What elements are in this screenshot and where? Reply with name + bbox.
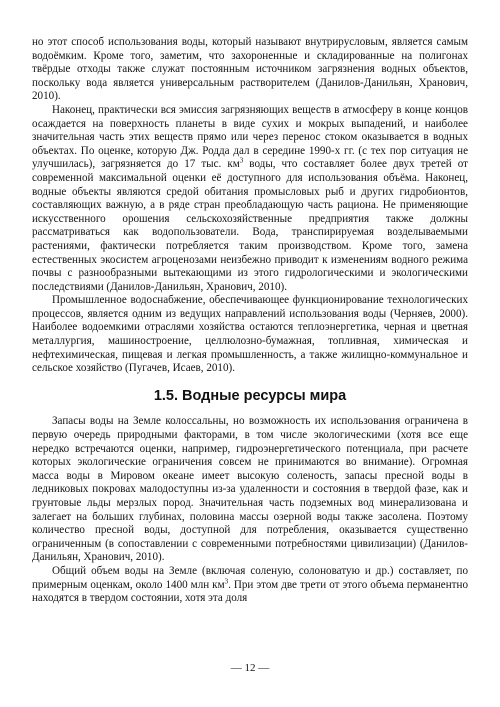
page-number: — 12 —	[230, 662, 270, 674]
paragraph-total-volume	[32, 565, 468, 606]
paragraph-emissions	[32, 104, 468, 294]
total-volume-start: Общий объем воды на Земле (включая соленую, солоноватую и др.) составляет, по примерным оценкам, около 1400 млн км	[32, 564, 468, 591]
cubic-superscript-2: 3	[224, 576, 229, 585]
section-heading: 1.5. Водные ресурсы мира	[153, 387, 347, 404]
paragraph-continued: но этот способ использования воды, который называют внутрирусловым, является самым водоёмким. Кроме того, заметим, что захороненные и складированные на полигонах твёрдые отходы также служат постоянным источником загрязнения водных объектов, поскольку вода является универсальным растворителем (Данилов-Данильян, Хранович, 2010).	[32, 36, 468, 103]
paragraph-emissions-end: воды, что составляет более двух третей от современной максимальной оценки её доступного для использования объёма. Наконец, водные объекты являются средой обитания промысловых рыб и других гидробионтов, составляющих важную, а в ряде стран преобладающую часть рациона. Не применяющие искусственного орошения сельскохозяйственные предприятия также должны рассматриваться как водопользователи. Вода, транспирируемая возделываемыми растениями, фактически потребляется таким производством. Кроме того, замена естественных экосистем агроценозами неизбежно приводит к изменениям водного режима почвы с разнообразными вытекающими из этого гидрологическими и экологическими последствиями (Данилов-Данильян, Хранович, 2010).	[32, 158, 468, 293]
paragraph-emissions-start: Наконец, практически вся эмиссия загрязняющих веществ в атмосферу в конце концов осаждается на поверхность планеты в виде сухих и мокрых выпадений, и наиболее значительная часть этих веществ прямо или через перенос стоком оказывается в водных объектах. По оценке, которую Дж. Родда дал в середине 1990-х гг. (с тех пор ситуация не улучшилась), загрязняется до 17 тыс. км	[32, 103, 468, 171]
total-volume-end: . При этом две трети от этого объема перманентно находятся в твердом состоянии, хотя эта доля	[32, 578, 468, 605]
cubic-superscript: 3	[239, 156, 244, 165]
paragraph-water-reserves: Запасы воды на Земле колоссальны, но возможность их использования ограничена в первую очередь природными факторами, в том числе экологическими (хотя все еще нередко встречаются оценки, например, гидроэнергетического потенциала, при расчете которых экологические ограничения совсем не принимаются во внимание). Огромная масса воды в Мировом океане имеет высокую соленость, запасы пресной воды в ледниковых покровах малодоступны из-за удаленности и состояния в твердой фазе, как и грунтовые льды мерзлых пород. Значительная часть подземных вод минерализована и залегает на больших глубинах, половина массы озерной воды также засолена. Поэтому количество пресной воды, доступной для потребления, оказывается существенно ограниченным (в сопоставлении с современными потребностями цивилизации) (Данилов-Данильян, Хранович, 2010).	[32, 415, 468, 564]
body-text	[32, 36, 468, 606]
paragraph-industrial: Промышленное водоснабжение, обеспечивающее функционирование технологических процессов, является одним из ведущих направлений использования воды (Черняев, 2000). Наиболее водоемкими отраслями хозяйства остаются теплоэнергетика, черная и цветная металлургия, машиностроение, целлюлозно-бумажная, топливная, химическая и нефтехимическая, пищевая и легкая промышленность, а также жилищно-коммунальное и сельское хозяйство (Пугачев, Исаев, 2010).	[32, 294, 468, 375]
